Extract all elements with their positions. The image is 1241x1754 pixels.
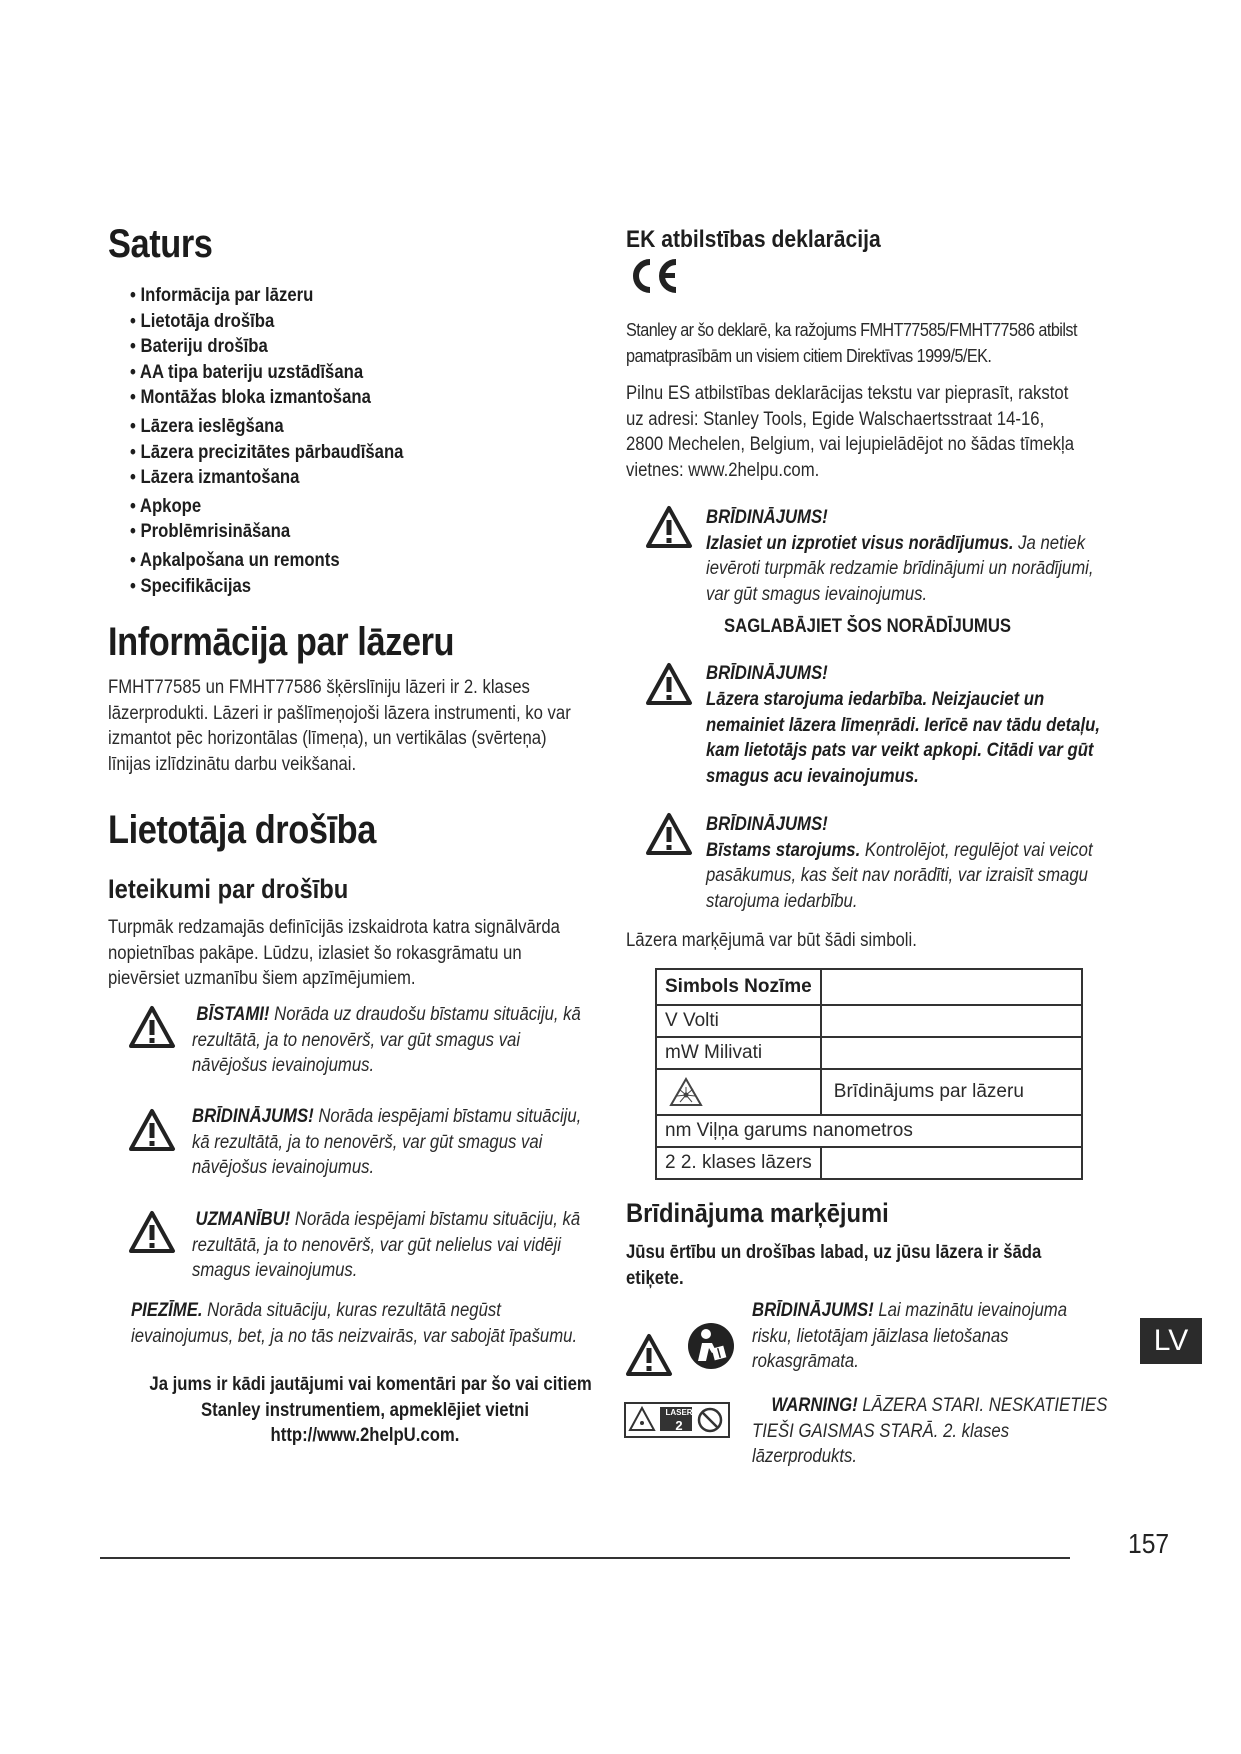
text-line: kam lietotājs pats var veikt apkopi. Citādi var gūt: [706, 740, 1094, 762]
danger-label: BĪSTAMI!: [196, 1004, 270, 1025]
laser-class-number: 2: [675, 1418, 683, 1433]
safety-intro-text: [108, 915, 560, 992]
laser-hazard-icon: [669, 1077, 703, 1107]
text-line: līnijas izlīdzinātu darbu veikšanai.: [108, 753, 357, 775]
toc-item: • Montāžas bloka izmantošana: [130, 387, 371, 409]
table-row: [656, 1115, 1082, 1147]
warning-hazardous-radiation: [706, 812, 1093, 914]
text-line: nemainiet lāzera līmeņrādi. Ierīcē nav tādu detaļu,: [706, 714, 1100, 736]
text-line: pievērsiet uzmanību šiem apzīmējumiem.: [108, 968, 416, 989]
table-cell: [821, 1037, 1082, 1069]
text-line: nāvējošus ievainojumus.: [192, 1055, 375, 1076]
text-line: Norāda uz draudošu bīstamu situāciju, kā: [269, 1004, 581, 1025]
warning-icon: [128, 1108, 176, 1152]
table-cell: V Volti: [656, 1005, 821, 1037]
text-line: etiķete.: [626, 1267, 684, 1289]
warning-label: BRĪDINĀJUMS!: [706, 663, 828, 684]
ec-declaration-text: [626, 318, 1077, 369]
table-header-row: [656, 969, 1082, 1005]
text-line: Pilnu ES atbilstības deklarācijas tekstu var pieprasīt, rakstot: [626, 383, 1069, 404]
ec-declaration-title: EK atbilstības deklarācija: [626, 226, 881, 253]
page-number: 157: [1128, 1528, 1170, 1559]
warning-label: WARNING!: [771, 1395, 858, 1416]
text-line: smagus acu ievainojumus.: [706, 766, 919, 788]
ce-mark-icon: [630, 256, 682, 296]
note-definition: [131, 1298, 577, 1349]
warning-labels-intro: [626, 1240, 1041, 1291]
warning-icon: [645, 662, 693, 706]
toc-item: • Lietotāja drošība: [130, 310, 275, 332]
text-line: lāzerprodukts.: [752, 1446, 858, 1467]
toc-item: • Problēmrisināšana: [130, 521, 291, 543]
warning-labels-title: Brīdinājuma marķējumi: [626, 1198, 889, 1228]
table-header: Simbols Nozīme: [656, 969, 821, 1005]
contact-link[interactable]: http://www.2helpU.com.: [270, 1425, 460, 1446]
danger-definition: [192, 1002, 581, 1079]
laser-info-title: Informācija par lāzeru: [108, 620, 455, 664]
warning-label: BRĪDINĀJUMS!: [752, 1300, 874, 1321]
text-line: kā rezultātā, ja to nenovērš, var gūt smagus vai: [192, 1131, 543, 1153]
caution-definition: [192, 1207, 580, 1284]
caution-label: UZMANĪBU!: [195, 1209, 291, 1230]
table-cell: [821, 1005, 1082, 1037]
user-safety-title: Lietotāja drošība: [108, 808, 376, 852]
text-line: Norāda iespējami bīstamu situāciju, kā: [290, 1209, 581, 1230]
read-manual-icon: [686, 1321, 736, 1371]
text-line: risku, lietotājam jāizlasa lietošanas: [752, 1325, 1009, 1347]
text-line: nāvējošus ievainojumus.: [192, 1157, 375, 1178]
table-cell: 2 2. klases lāzers: [656, 1147, 821, 1179]
text-line: Lai mazinātu ievainojuma: [873, 1300, 1068, 1321]
toc-item: • Bateriju drošība: [130, 336, 268, 358]
text-line: Stanley ar šo deklarē, ka ražojums FMHT77585/FMHT77586 atbilst: [626, 320, 1077, 340]
label-laser-radiation-text: [752, 1393, 1107, 1470]
note-label: PIEZĪME.: [131, 1300, 203, 1321]
text-line: pamatprasībām un visiem citiem Direktīvas 1999/5/EK.: [626, 345, 992, 366]
table-cell: [656, 1069, 821, 1115]
caution-icon: [128, 1210, 176, 1254]
table-row: [656, 1005, 1082, 1037]
table-cell: nm Viļņa garums nanometros: [656, 1115, 1082, 1147]
laser-label-text: LASER: [665, 1408, 693, 1417]
text-line: rezultātā, ja to nenovērš, var gūt nelielus vai vidēji: [192, 1234, 561, 1256]
table-row: [656, 1069, 1082, 1115]
warning-read-instructions: [706, 505, 1094, 607]
table-cell: [821, 969, 1082, 1005]
toc-item: • Specifikācijas: [130, 575, 252, 597]
danger-warning-icon: [128, 1005, 176, 1049]
text-line: FMHT77585 un FMHT77586 šķērslīniju lāzeri ir 2. klases: [108, 677, 530, 698]
warning-bold-text: Izlasiet un izprotiet visus norādījumus.: [706, 532, 1014, 554]
table-cell: mW Milivati: [656, 1037, 821, 1069]
text-line: var gūt smagus ievainojumus.: [706, 583, 928, 605]
text-line: LĀZERA STARI. NESKATIETIES: [857, 1395, 1108, 1416]
text-line: Norāda situāciju, kuras rezultātā negūst: [202, 1300, 501, 1321]
text-line: Jūsu ērtību un drošības labad, uz jūsu lāzera ir šāda: [626, 1242, 1042, 1263]
text-line: pasākumus, kas šeit nav norādīti, var izraisīt smagu: [706, 865, 1088, 886]
warning-icon: [645, 505, 693, 549]
table-cell: [821, 1147, 1082, 1179]
text-line: Turpmāk redzamajās definīcijās izskaidrota katra signālvārda: [108, 917, 560, 938]
text-line: Lāzera starojuma iedarbība. Neizjauciet un: [706, 688, 1045, 710]
toc-item: • Apkalpošana un remonts: [130, 549, 340, 571]
laser-info-text: [108, 675, 571, 777]
text-line: rezultātā, ja to nenovērš, var gūt smagus vai: [192, 1029, 521, 1051]
contents-title: Saturs: [108, 222, 213, 266]
warning-icon: [625, 1333, 673, 1377]
table-row: [656, 1037, 1082, 1069]
text-line: Stanley instrumentiem, apmeklējiet vietni: [200, 1399, 530, 1421]
toc-item: • Lāzera precizitātes pārbaudīšana: [130, 441, 404, 463]
warning-icon: [645, 812, 693, 856]
symbols-table: [655, 968, 1083, 1180]
toc-item: • Apkope: [130, 495, 202, 517]
warning-label: BRĪDINĀJUMS!: [192, 1106, 314, 1127]
contact-note: [120, 1372, 610, 1449]
text-line: uz adresi: Stanley Tools, Egide Walschaertsstraat 14-16,: [626, 408, 1045, 430]
warning-bold-text: Bīstams starojums.: [706, 839, 861, 861]
text-line: izmantot pēc horizontālas (līmeņa), un vertikālas (svērteņa): [108, 728, 547, 749]
text-line: TIEŠI GAISMAS STARĀ. 2. klases: [752, 1420, 1010, 1442]
text-line: ievainojumus, bet, ja no tās neizvairās, var sabojāt īpašumu.: [131, 1325, 578, 1347]
text-line: 2800 Mechelen, Belgium, vai lejupielādējot no šādas tīmekļa: [626, 434, 1075, 455]
text-line: Ja jums ir kādi jautājumi vai komentāri par šo vai citiem: [149, 1374, 592, 1395]
text-line: starojuma iedarbību.: [706, 890, 858, 912]
warning-label: BRĪDINĀJUMS!: [706, 814, 828, 835]
toc-item: • Informācija par lāzeru: [130, 285, 314, 306]
warning-laser-exposure: [706, 661, 1100, 790]
text-line: vietnes: www.2helpu.com.: [626, 459, 820, 481]
symbols-intro: Lāzera marķējumā var būt šādi simboli.: [626, 930, 917, 951]
text-line: lāzerprodukti. Lāzeri ir pašlīmeņojoši lāzera instrumenti, ko var: [108, 702, 571, 724]
laser-class-label: [624, 1402, 730, 1438]
language-tab: LV: [1140, 1318, 1202, 1364]
text-line: Kontrolējot, regulējot vai veicot: [860, 839, 1093, 861]
toc-item: • Lāzera izmantošana: [130, 467, 300, 489]
table-cell: Brīdinājums par lāzeru: [821, 1069, 1082, 1115]
toc-item: • AA tipa bateriju uzstādīšana: [130, 361, 364, 383]
save-instructions: SAGLABĀJIET ŠOS NORĀDĪJUMUS: [724, 616, 1012, 637]
label-read-manual-text: [752, 1298, 1067, 1375]
table-row: [656, 1147, 1082, 1179]
text-line: smagus ievainojumus.: [192, 1260, 358, 1281]
text-line: Norāda iespējami bīstamu situāciju,: [313, 1106, 582, 1127]
text-line: Ja netiek: [1013, 532, 1086, 554]
footer-divider: [100, 1557, 1070, 1559]
safety-subtitle: Ieteikumi par drošību: [108, 874, 349, 904]
warning-definition: [192, 1104, 581, 1181]
text-line: nopietnības pakāpe. Lūdzu, izlasiet šo rokasgrāmatu un: [108, 942, 522, 964]
warning-label: BRĪDINĀJUMS!: [706, 507, 828, 528]
eu-declaration-text: [626, 381, 1074, 483]
table-of-contents: [130, 283, 403, 599]
text-line: rokasgrāmata.: [752, 1351, 859, 1372]
text-line: ievēroti turpmāk redzamie brīdinājumi un norādījumi,: [706, 558, 1094, 579]
toc-item: • Lāzera ieslēgšana: [130, 415, 284, 437]
